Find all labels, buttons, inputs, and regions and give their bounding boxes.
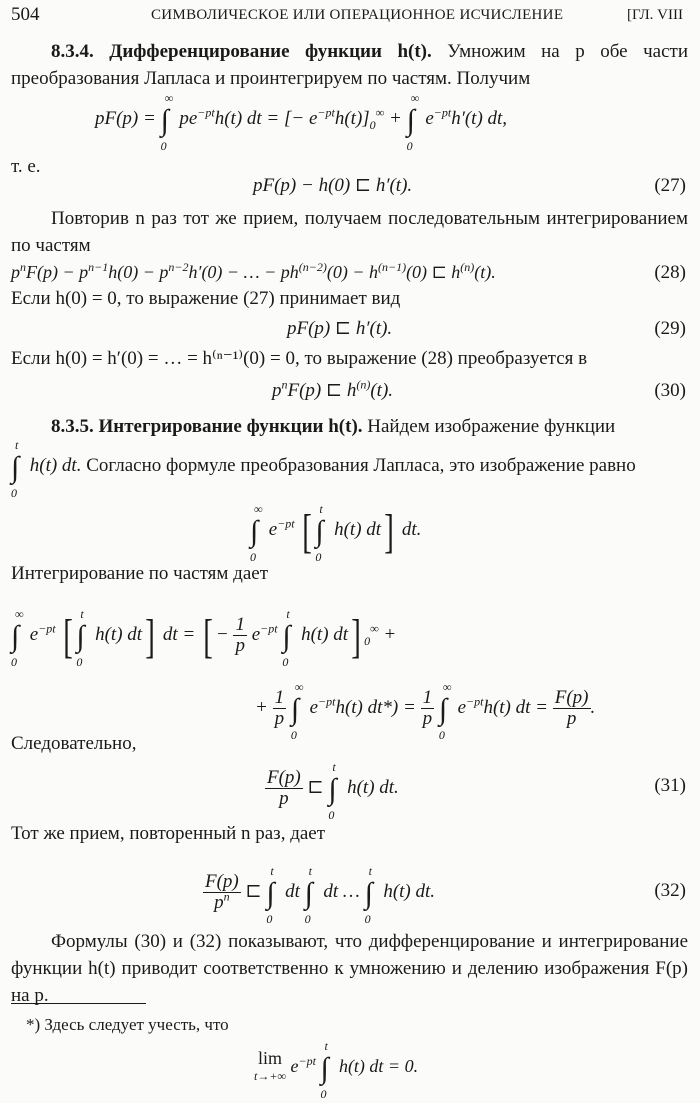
equation-29-number: (29) — [654, 318, 686, 339]
paragraph-by-parts: Интегрирование по частям дает — [11, 563, 269, 584]
equation-29: pF(p) ⊏ h′(t). — [287, 318, 393, 339]
te-text: т. е. — [11, 156, 41, 177]
equation-31-number: (31) — [654, 775, 686, 796]
paragraph-conclusion: Формулы (30) и (32) показывают, что дифференцирование и интегрирование функции h(t) приводит соответственно к умножению и делению изображения F(p) на p. — [11, 931, 688, 1006]
section-8-3-5-text1: Найдем изображение функции — [367, 416, 616, 437]
section-8-3-4-text: Умножим на p обе части преобразования Лапласа и проинтегрируем по частям. Получим — [11, 41, 688, 89]
section-heading-8-3-5: 8.3.5. Интегрирование функции h(t). — [51, 416, 363, 437]
footnote-formula: lim t→+∞ $e^{-pt}$ ∫ t 0 h(t) dt = 0. — [254, 1039, 419, 1101]
paragraph-repeat: Повторив n раз тот же прием, получаем последовательным интегрированием по частям — [11, 208, 688, 256]
page-header — [11, 0, 689, 24]
equation-32-number: (32) — [654, 880, 686, 901]
running-title: СИМВОЛИЧЕСКОЕ ИЛИ ОПЕРАЦИОННОЕ ИСЧИСЛЕНИЕ — [151, 7, 564, 23]
laplace-of-integral: ∫ ∞ 0 $e^{-pt}$ [ ∫ t 0 h(t) dt] dt. — [250, 502, 422, 564]
equation-27: pF(p) − h(0) ⊏ h′(t). — [253, 175, 413, 196]
paragraph-if-h0: Если h(0) = 0, то выражение (27) принимает вид — [11, 288, 401, 309]
equation-28: $p^nF(p) - p^{n-1}h(0) - p^{n-2}h'(0)$ − … − $ph^{(n-2)}(0) - h^{(n-1)}(0)$ ⊏ $h^{(n)}(t)$. — [11, 260, 496, 282]
section-heading-8-3-4: 8.3.4. Дифференцирование функции h(t). — [51, 41, 432, 62]
section-8-3-5-line2: ∫ t 0 h(t) dt. Согласно формуле преобразования Лапласа, это изображение равно — [11, 438, 636, 500]
equation-28-number: (28) — [654, 262, 686, 283]
paragraph-hence: Следовательно, — [11, 733, 137, 754]
paragraph-if-all-zero: Если h(0) = h′(0) = … = h⁽ⁿ⁻¹⁾(0) = 0, то выражение (28) преобразуется в — [11, 348, 588, 369]
equation-31: $\frac{F(p)}{p}$ ⊏ ∫ t 0 h(t) dt. — [267, 759, 399, 822]
paragraph-same-trick: Тот же прием, повторенный n раз, дает — [11, 823, 326, 844]
equation-30: $p^nF(p)$ ⊏ $h^{(n)}(t)$. — [272, 377, 394, 401]
equation-32: $\frac{F(p)}{p^n}$ ⊏ ∫ t 0 dt ∫ t 0 dt … ∫ t 0 h(t) dt. — [205, 863, 436, 926]
page-number: 504 — [11, 4, 40, 25]
equation-30-number: (30) — [654, 380, 686, 401]
section-8-3-5-text2: Согласно формуле преобразования Лапласа, это изображение равно — [86, 455, 636, 476]
by-parts-equation-line1: ∫ ∞ 0 $e^{-pt}$ [ ∫ t 0 h(t) dt] dt = [ − $\frac{1}{p}$ $e^{-pt}$ ∫ t 0 h(t) dt] $_0$∞ + — [11, 607, 397, 669]
footnote-rule — [11, 1003, 146, 1004]
laplace-by-parts-equation: pF(p) = ∫ ∞ 0 $pe^{-pt}h(t)$ dt = [− $e^{-pt}h(t)]_0^\infty$ + ∫ ∞ 0 $e^{-pt}h'(t)$ dt, — [95, 91, 508, 153]
chapter-label: [ГЛ. VIII — [626, 7, 683, 23]
by-parts-equation-line2: + $\frac{1}{p}$ ∫ ∞ 0 $e^{-pt}h(t) dt*$) = $\frac{1}{p}$ ∫ ∞ 0 $e^{-pt}h(t)$ dt = $\frac{F(p)}{p}$ . — [255, 679, 596, 742]
footnote-text: *) Здесь следует учесть, что — [26, 1015, 229, 1034]
equation-27-number: (27) — [654, 175, 686, 196]
section-8-3-4-paragraph — [11, 38, 688, 92]
section-8-3-5-heading-line — [11, 413, 688, 440]
